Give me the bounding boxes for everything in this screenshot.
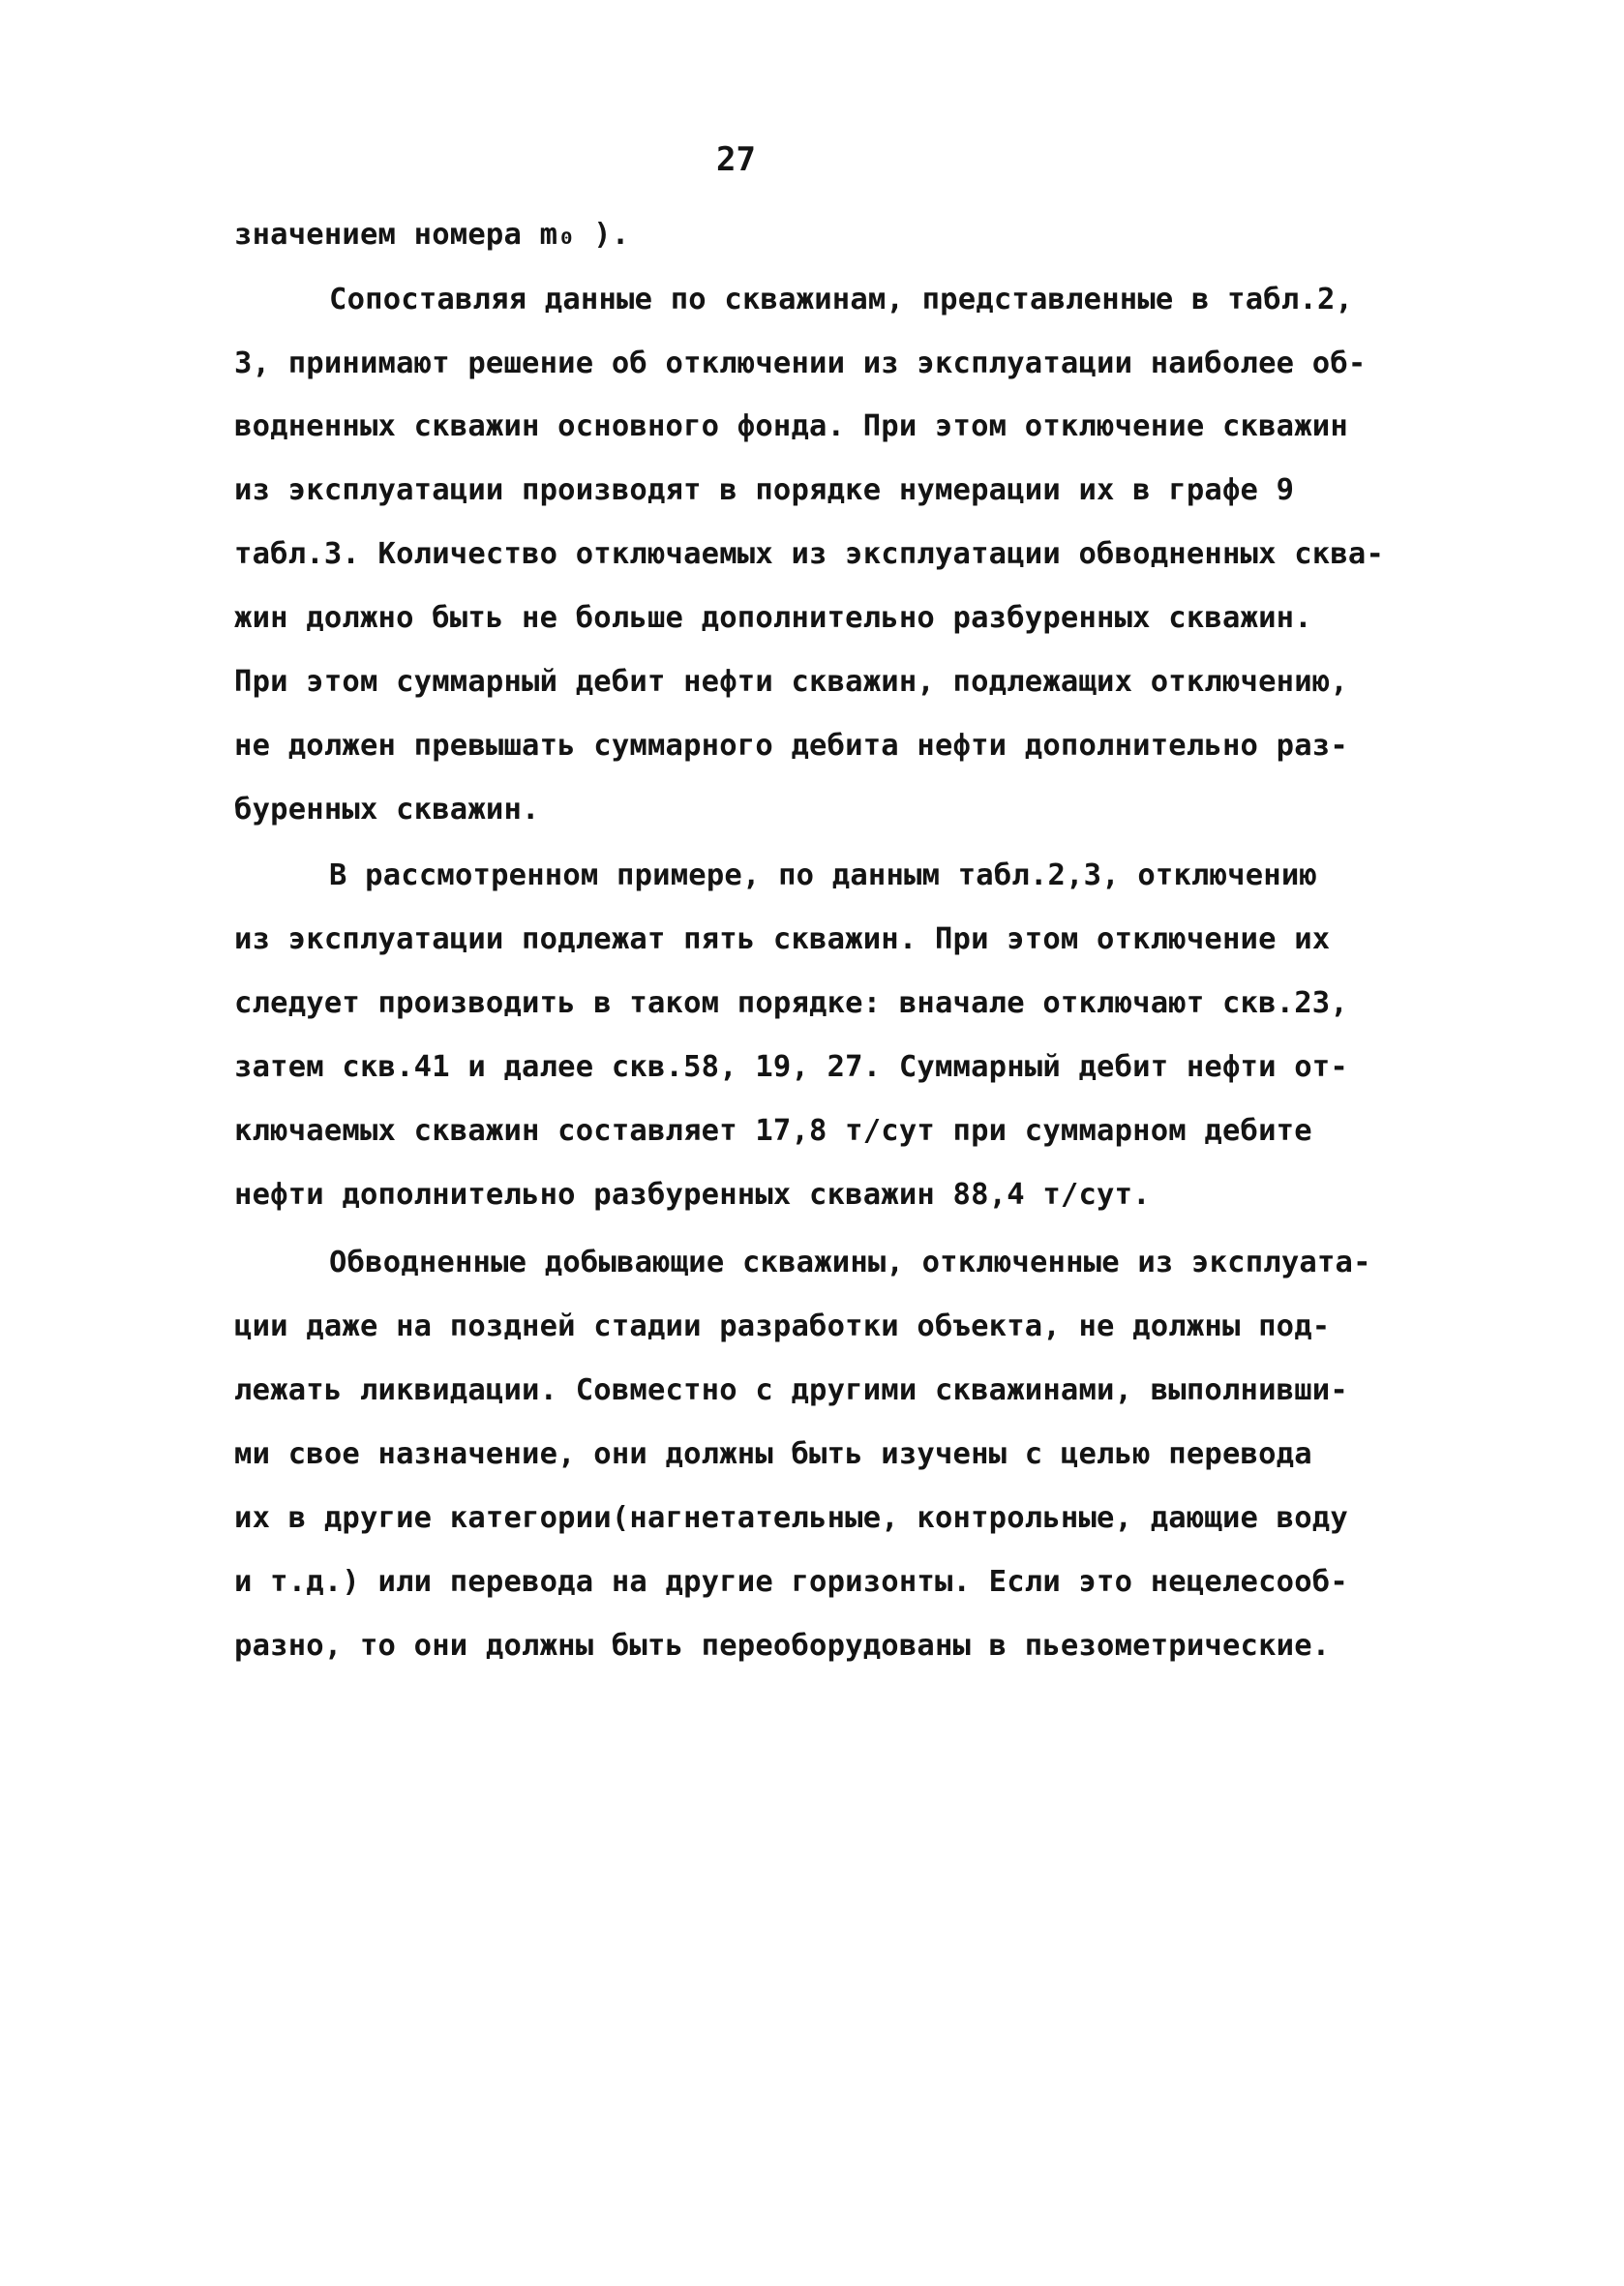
text-line: Обводненные добывающие скважины, отключенные из эксплуата-	[329, 1246, 1371, 1279]
text-line: ми свое назначение, они должны быть изучены с целью перевода	[234, 1437, 1312, 1471]
text-line: из эксплуатации производят в порядке нумерации их в графе 9	[234, 473, 1295, 507]
text-line: разно, то они должны быть переоборудованы в пьезометрические.	[234, 1629, 1331, 1663]
text-line: не должен превышать суммарного дебита нефти дополнительно раз-	[234, 729, 1348, 763]
text-line: ции даже на поздней стадии разработки объекта, не должны под-	[234, 1309, 1331, 1343]
page-number: 27	[716, 140, 756, 179]
text-line: из эксплуатации подлежат пять скважин. При этом отключение их	[234, 922, 1331, 956]
text-line: В рассмотренном примере, по данным табл.2,3, отключению	[329, 858, 1317, 892]
text-line: Сопоставляя данные по скважинам, представленные в табл.2,	[329, 283, 1354, 316]
text-line: 3, принимают решение об отключении из эксплуатации наиболее об-	[234, 346, 1367, 380]
text-line: табл.3. Количество отключаемых из эксплуатации обводненных сква-	[234, 537, 1385, 571]
text-line: следует производить в таком порядке: вначале отключают скв.23,	[234, 986, 1348, 1020]
text-line: нефти дополнительно разбуренных скважин 88,4 т/сут.	[234, 1178, 1151, 1212]
text-line: ключаемых скважин составляет 17,8 т/сут при суммарном дебите	[234, 1114, 1312, 1148]
text-line: затем скв.41 и далее скв.58, 19, 27. Суммарный дебит нефти от-	[234, 1050, 1348, 1084]
text-line: их в другие категории(нагнетательные, контрольные, дающие воду	[234, 1501, 1348, 1535]
text-line: водненных скважин основного фонда. При этом отключение скважин	[234, 409, 1348, 443]
text-line: лежать ликвидации. Совместно с другими скважинами, выполнивши-	[234, 1373, 1348, 1407]
text-line: значением номера m₀ ).	[234, 218, 630, 252]
text-line: При этом суммарный дебит нефти скважин, подлежащих отключению,	[234, 665, 1348, 699]
text-line: и т.д.) или перевода на другие горизонты. Если это нецелесооб-	[234, 1565, 1348, 1599]
text-line: жин должно быть не больше дополнительно разбуренных скважин.	[234, 601, 1312, 635]
text-line: буренных скважин.	[234, 793, 540, 827]
